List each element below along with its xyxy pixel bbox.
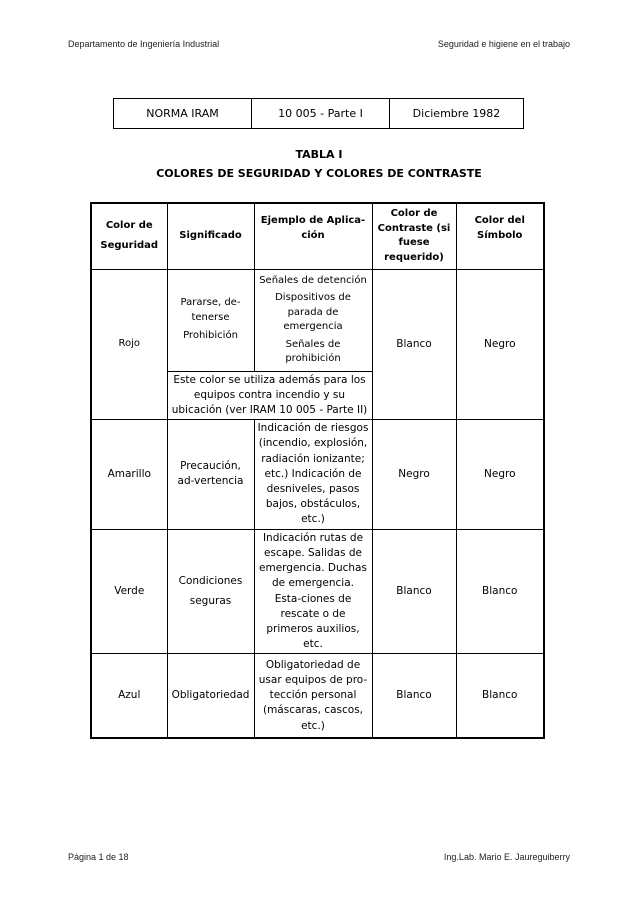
norma-box — [113, 98, 524, 129]
rojo-simbolo: Negro — [456, 269, 544, 420]
rojo-significado-1: Pararse, de-tenerse — [180, 297, 241, 323]
header-row — [91, 203, 544, 269]
safety-colors-table — [90, 202, 545, 739]
header-subject: Seguridad e higiene en el trabajo — [437, 39, 570, 49]
header-color-line2: Seguridad — [100, 240, 159, 252]
amarillo-ejemplo: Indicación de riesgos (incendio, explosión, radiación ionizante; etc.) Indicación de desniveles, pasos bajos, obstáculos, etc.) — [254, 420, 372, 530]
rojo-significado-2: Prohibición — [183, 330, 238, 342]
row-amarillo — [91, 420, 544, 530]
amarillo-color: Amarillo — [91, 420, 167, 530]
norma-name: NORMA IRAM — [114, 99, 252, 129]
rojo-contraste: Blanco — [372, 269, 456, 420]
header-contraste: Color de Contraste (si fuese requerido) — [372, 203, 456, 269]
verde-significado-2: seguras — [189, 595, 232, 608]
rojo-ejemplo-3: Señales de prohibición — [285, 338, 341, 364]
amarillo-significado: Precaución, ad-vertencia — [167, 420, 254, 530]
rojo-ejemplo — [254, 269, 372, 371]
amarillo-simbolo: Negro — [456, 420, 544, 530]
norma-number: 10 005 - Parte I — [252, 99, 390, 129]
rojo-ejemplo-1: Señales de detención — [259, 274, 367, 286]
norma-date: Diciembre 1982 — [390, 99, 524, 129]
table-title: TABLA I — [295, 148, 343, 161]
row-verde — [91, 529, 544, 654]
verde-contraste: Blanco — [372, 529, 456, 654]
rojo-nota: Este color se utiliza además para los equipos contra incendio y su ubicación (ver IRAM 10 005 - Parte II) — [167, 371, 372, 420]
row-azul — [91, 654, 544, 738]
header-department: Departamento de Ingeniería Industrial — [68, 39, 220, 49]
verde-color: Verde — [91, 529, 167, 654]
footer-author: Ing.Lab. Mario E. Jaureguiberry — [443, 852, 570, 862]
rojo-significado — [167, 269, 254, 371]
azul-ejemplo: Obligatoriedad de usar equipos de pro-tección personal (máscaras, cascos, etc.) — [254, 654, 372, 738]
header-ejemplo: Ejemplo de Aplica-ción — [254, 203, 372, 269]
header-color-line1: Color de — [105, 219, 153, 231]
azul-color: Azul — [91, 654, 167, 738]
rojo-ejemplo-2: Dispositivos de parada de emergencia — [275, 292, 351, 332]
verde-simbolo: Blanco — [456, 529, 544, 654]
rojo-color: Rojo — [91, 269, 167, 420]
header-simbolo: Color del Símbolo — [456, 203, 544, 269]
table-subtitle: COLORES DE SEGURIDAD Y COLORES DE CONTRASTE — [156, 167, 482, 180]
amarillo-contraste: Negro — [372, 420, 456, 530]
verde-significado-1: Condiciones — [178, 574, 243, 587]
verde-significado — [167, 529, 254, 654]
azul-contraste: Blanco — [372, 654, 456, 738]
azul-significado: Obligatoriedad — [167, 654, 254, 738]
verde-ejemplo: Indicación rutas de escape. Salidas de emergencia. Duchas de emergencia. Esta-ciones de rescate o de primeros auxilios, etc. — [254, 529, 372, 654]
footer-page: Página 1 de 18 — [68, 852, 129, 862]
row-rojo — [91, 269, 544, 371]
azul-simbolo: Blanco — [456, 654, 544, 738]
header-significado: Significado — [167, 203, 254, 269]
header-color — [91, 203, 167, 269]
